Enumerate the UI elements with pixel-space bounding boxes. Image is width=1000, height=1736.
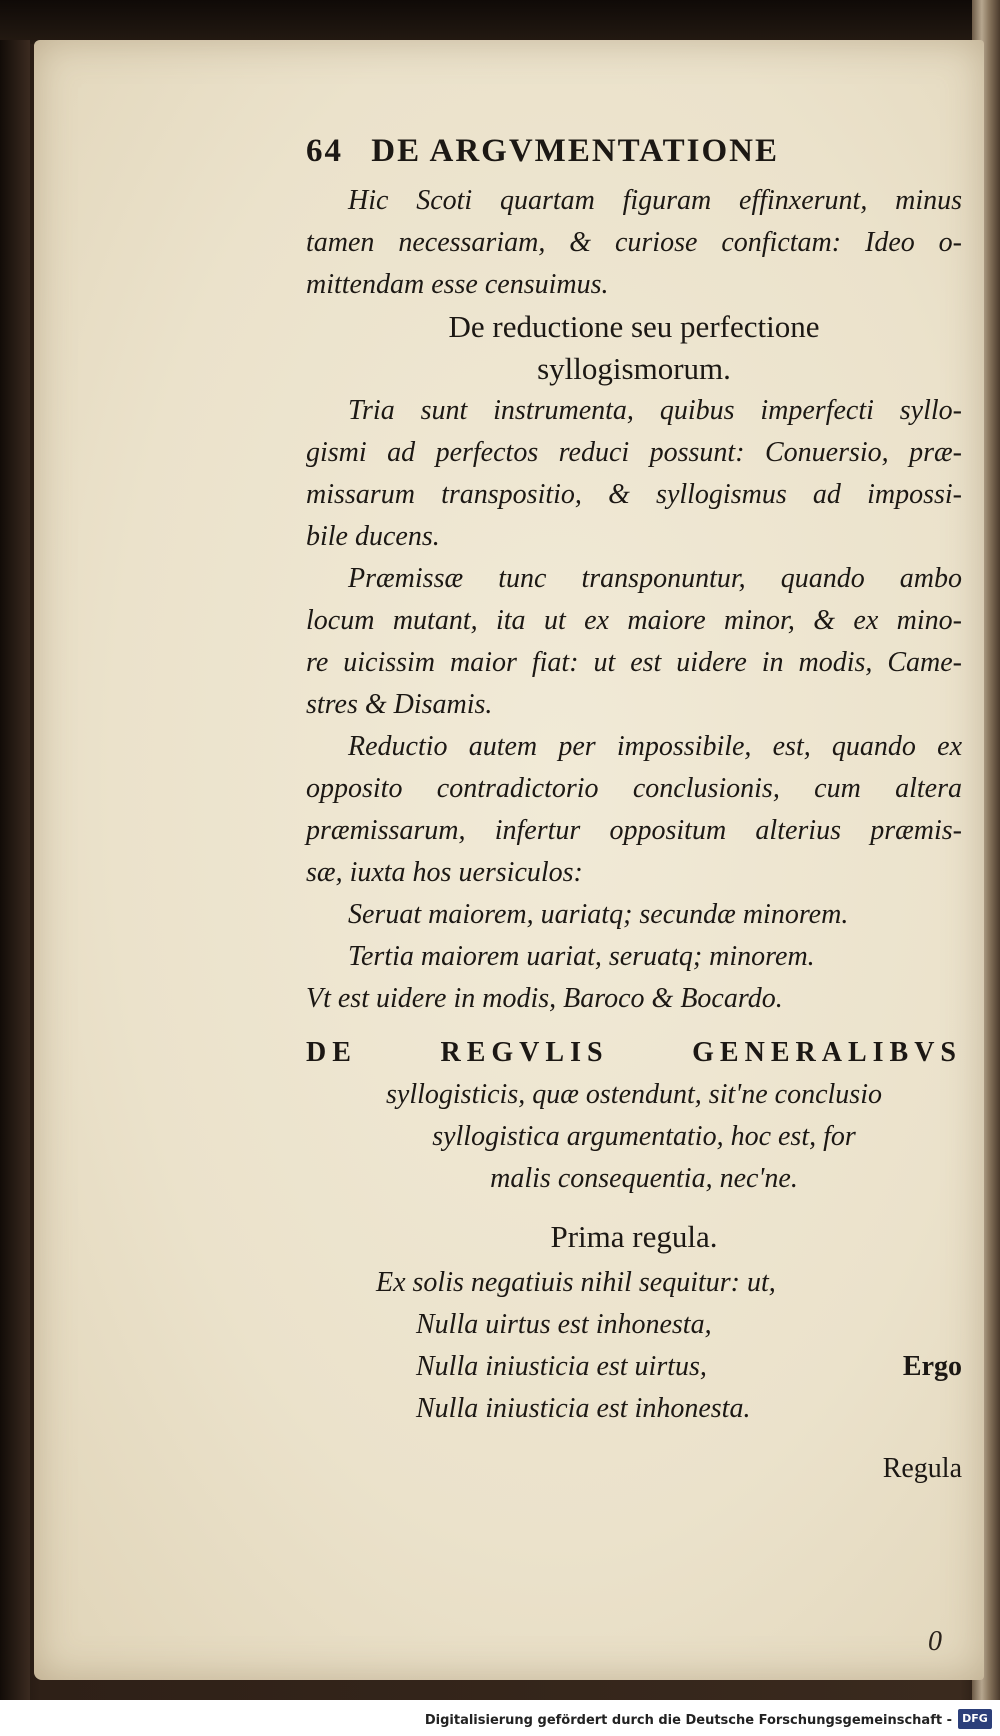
paragraph-line: Reductio autem per impossibile, est, quando ex [348,731,962,762]
running-head [306,130,962,176]
regula-example: Nulla iniusticia est inhonesta. [416,1393,751,1424]
book-gutter-edge [0,40,30,1700]
regula-lead: Ex solis negatiuis nihil sequitur: ut, [376,1267,776,1298]
paragraph-line: locum mutant, ita ut ex maiore minor, & ex mino- [306,605,962,636]
paragraph-line: præmissarum, infertur oppositum alterius præmis- [306,815,962,846]
regula-title: Prima regula. [550,1219,718,1254]
paragraph-line: Præmissæ tunc transponuntur, quando ambo [348,563,962,594]
dfg-logo-badge: DFG [958,1709,992,1729]
regula-example: Nulla uirtus est inhonesta, [416,1309,712,1340]
ut-est-line: Vt est uidere in modis, Baroco & Bocardo. [306,983,783,1014]
regulis-heading-line: syllogistica argumentatio, hoc est, for [432,1121,856,1152]
intro-line: tamen necessariam, & curiose confictam: Ideo o- [306,227,962,258]
section-heading-line: syllogismorum. [537,351,731,386]
signature-mark: 0 [928,1626,942,1657]
paragraph-line: sæ, iuxta hos uersiculos: [306,857,583,888]
funding-note: Digitalisierung gefördert durch die Deutsche Forschungsgemeinschaft - [424,1713,952,1728]
page-text-block [306,130,962,1490]
paragraph-line: Tria sunt instrumenta, quibus imperfecti syllo- [348,395,962,426]
page-number: 64 [306,133,343,169]
paragraph-line: stres & Disamis. [306,689,493,720]
paragraph-line: bile ducens. [306,521,440,552]
digitization-footer [0,1700,1000,1736]
regulis-heading-line: malis consequentia, nec'ne. [490,1163,798,1194]
catchword: Regula [882,1453,962,1484]
section-heading [306,306,962,390]
running-title: DE ARGVMENTATIONE [371,133,779,169]
regula-example: Nulla iniusticia est uirtus, [416,1351,707,1382]
paragraph-line: re uicissim maior fiat: ut est uidere in modis, Came- [306,647,962,678]
regula-example-row [306,1346,962,1388]
intro-line: Hic Scoti quartam figuram effinxerunt, minus [348,185,962,216]
versiculus: Tertia maiorem uariat, seruatq; minorem. [348,941,815,972]
versiculus: Seruat maiorem, uariatq; secundæ minorem. [348,899,849,930]
paragraph-line: gismi ad perfectos reduci possunt: Conuersio, præ- [306,437,962,468]
paragraph-line: missarum transpositio, & syllogismus ad impossi- [306,479,962,510]
regulis-heading-caps: DE REGVLIS GENERALIBVS [306,1037,962,1068]
section-heading-line: De reductione seu perfectione [448,309,820,344]
paragraph-line: opposito contradictorio conclusionis, cum altera [306,773,962,804]
ergo-word: Ergo [902,1351,962,1382]
intro-line: mittendam esse censuimus. [306,269,609,300]
book-top-edge [0,0,1000,44]
regulis-heading-line: syllogisticis, quæ ostendunt, sit'ne conclusio [386,1079,882,1110]
